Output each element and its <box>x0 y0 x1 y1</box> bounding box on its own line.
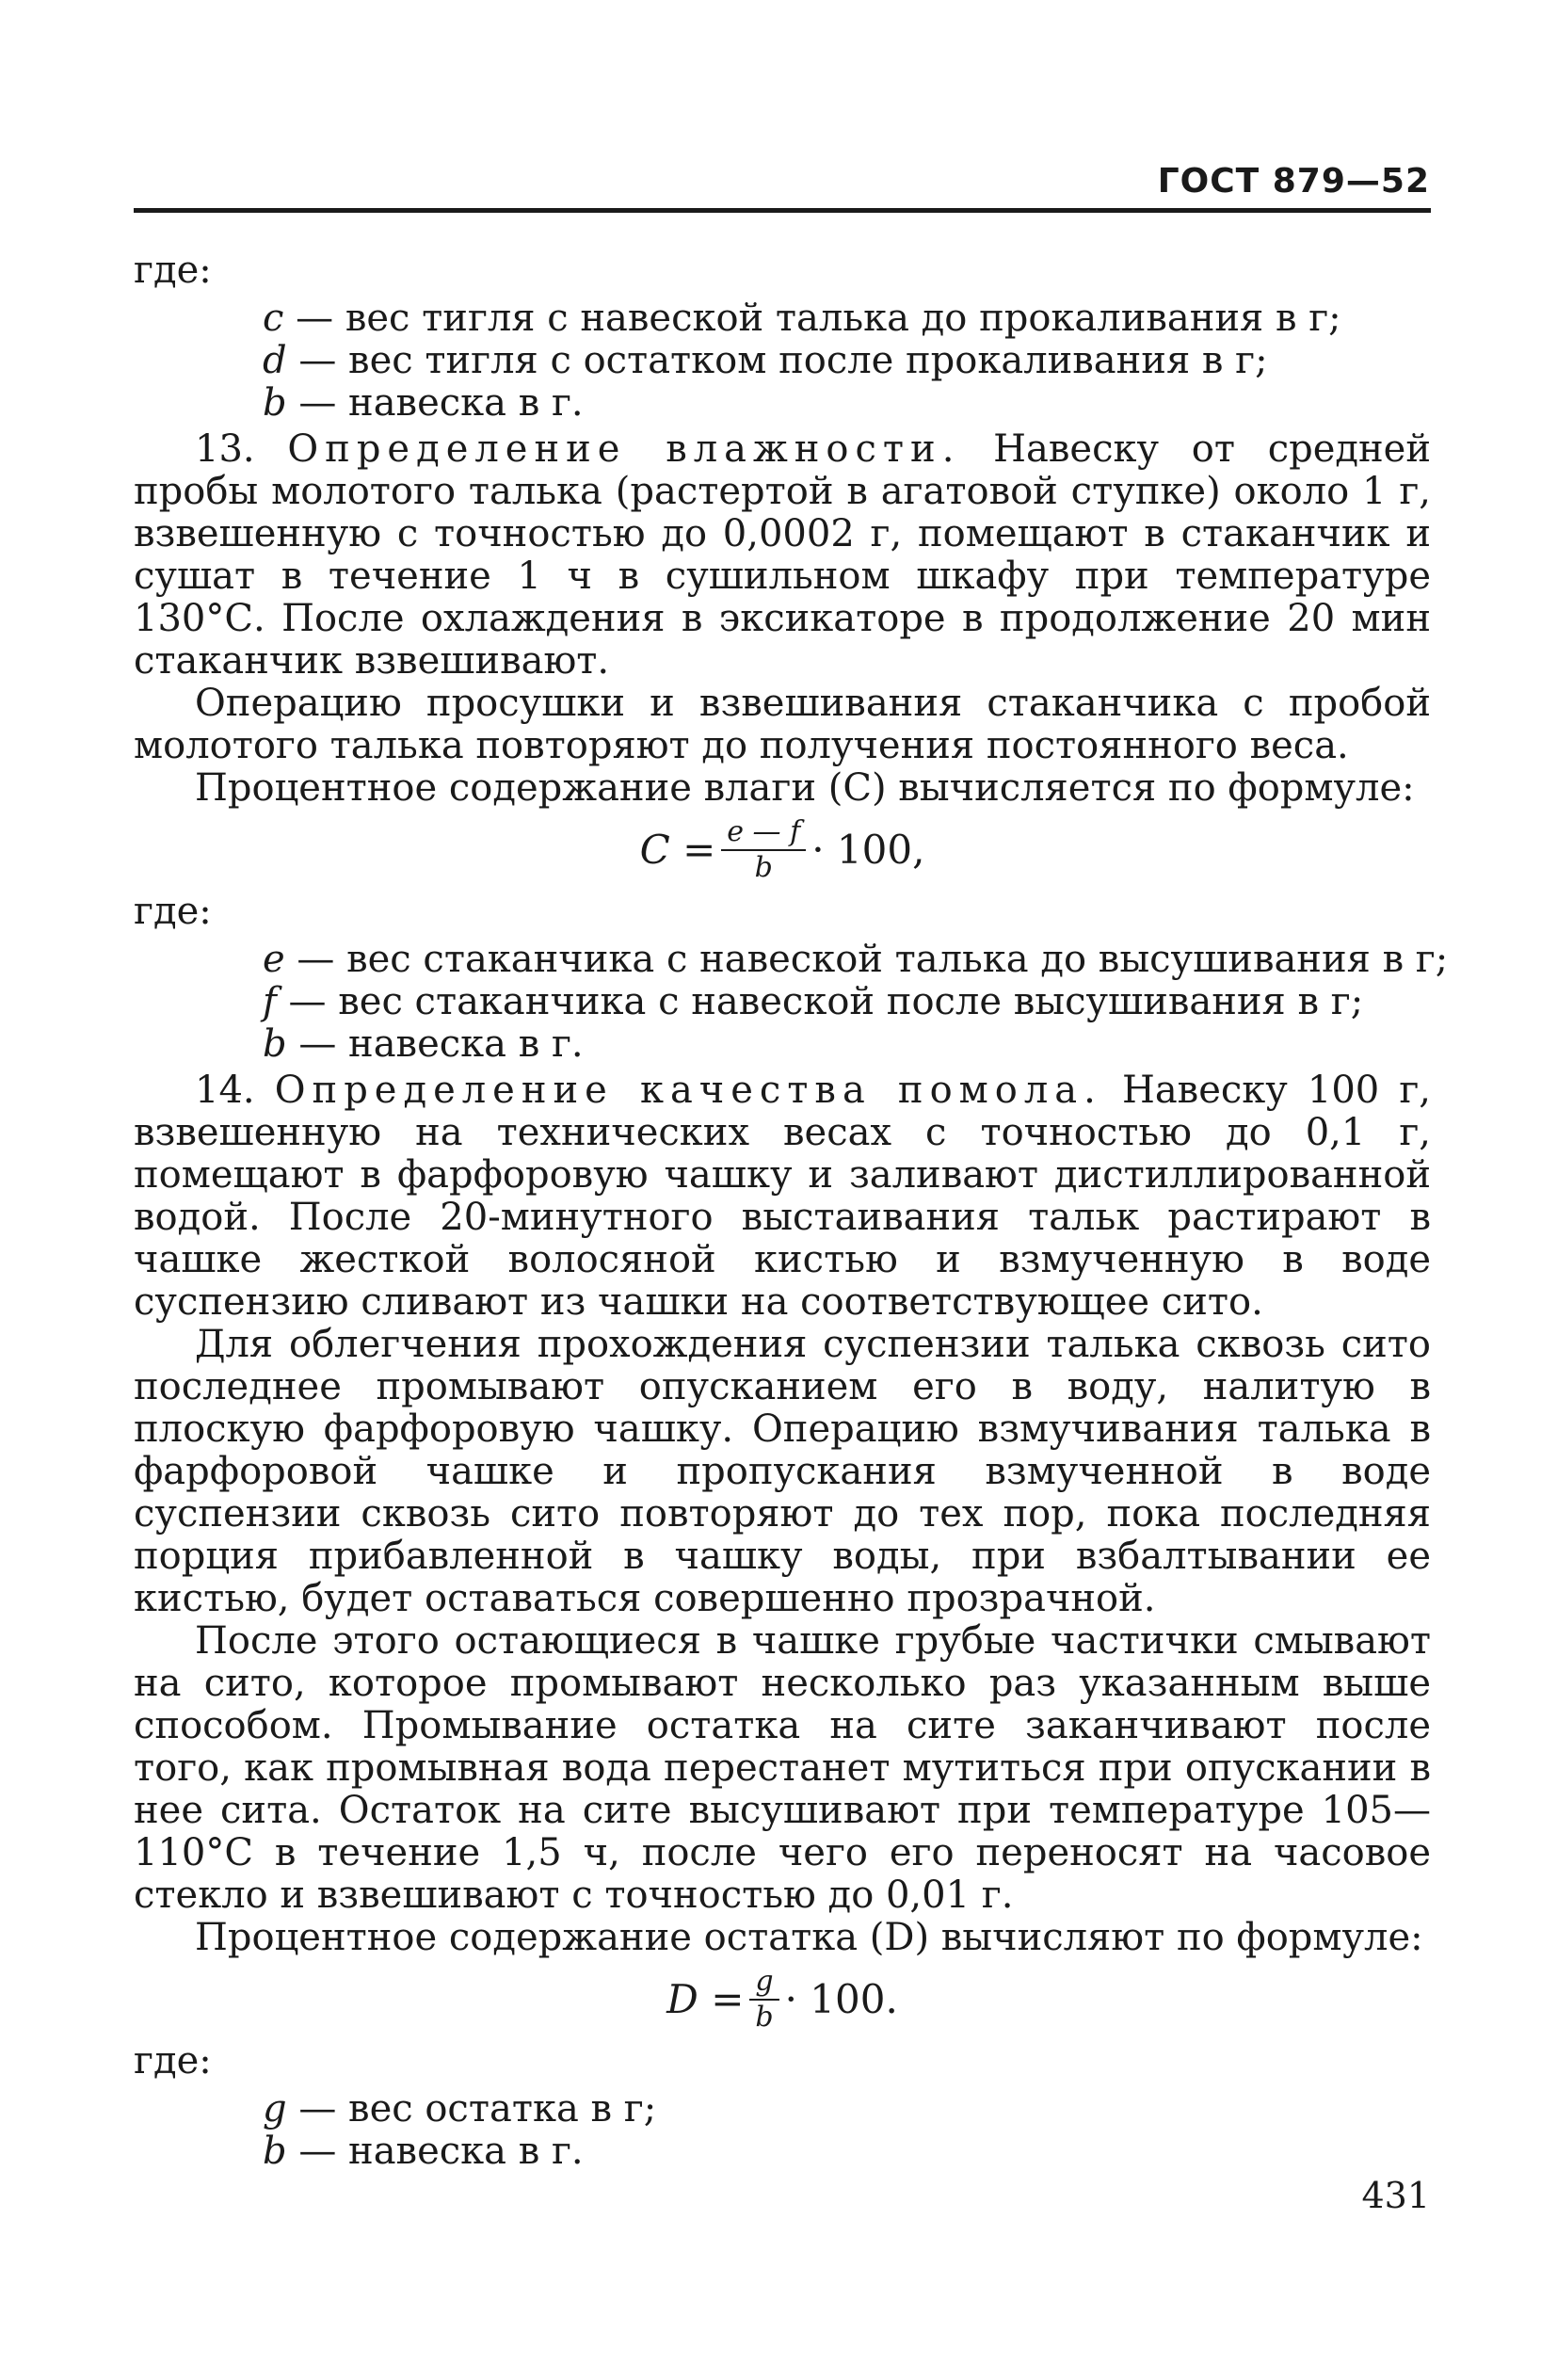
paragraph: После этого остающиеся в чашке грубые частички смывают на сито, которое промывают несколько раз указанным выше способом. Промывание остатка на сите заканчивают после того, как промывная вода перестанет мутиться при опускании в нее сита. Остаток на сите высушивают при температуре 105—110°С в течение 1,5 ч, после чего его переносят на часовое стекло и взвешивают с точностью до 0,01 г. <box>134 1619 1431 1917</box>
paragraph: Операцию просушки и взвешивания стаканчика с пробой молотого талька повторяют до получения постоянного веса. <box>134 682 1431 767</box>
formula-moisture <box>134 817 1431 883</box>
fraction-denominator: b <box>755 2001 774 2034</box>
definition-text: — вес тигля с навеской талька до прокаливания в г; <box>296 297 1341 340</box>
formula-rhs: · 100. <box>784 1976 898 2022</box>
fraction-denominator: b <box>754 851 773 884</box>
definition-text: — вес тигля с остатком после прокаливания в г; <box>298 339 1268 382</box>
definition-row <box>263 2131 1431 2173</box>
definition-symbol: d <box>263 339 287 382</box>
definition-row <box>263 2088 1431 2131</box>
where-label: где: <box>134 890 212 933</box>
formula-rhs: · 100, <box>811 827 925 873</box>
document-header-title: ГОСТ 879—52 <box>1157 162 1430 201</box>
section-number: 14. <box>195 1069 255 1112</box>
definition-symbol: b <box>263 1022 287 1066</box>
fraction-numerator: e — f <box>721 817 806 851</box>
section-number: 13. <box>195 427 255 471</box>
definition-symbol: f <box>263 980 277 1023</box>
definition-row <box>263 340 1431 382</box>
definition-symbol: g <box>263 2087 287 2131</box>
paragraph: Процентное содержание остатка (D) вычисляют по формуле: <box>195 1916 1423 1959</box>
section-13-paragraph <box>134 428 1431 683</box>
header-rule <box>134 208 1431 213</box>
formula-residue <box>134 1967 1431 2033</box>
definition-row <box>263 938 1449 981</box>
section-heading: Определение качества помола. <box>274 1069 1102 1112</box>
definition-text: — вес стаканчика с навеской талька до высушивания в г; <box>297 938 1449 981</box>
definition-symbol: b <box>263 381 287 425</box>
paragraph: Процентное содержание влаги (С) вычисляется по формуле: <box>195 766 1415 810</box>
section-heading: Определение влажности. <box>287 427 961 471</box>
fraction-numerator: g <box>749 1967 778 2001</box>
definition-symbol: c <box>263 297 284 340</box>
document-body <box>134 249 1449 2177</box>
paragraph: Для облегчения прохождения суспензии талька сквозь сито последнее промывают опусканием его в воду, налитую в плоскую фарфоровую чашку. Операцию взмучивания талька в фарфоровой чашке и пропускания взмученной в воде суспензии сквозь сито повторяют до тех пор, пока последняя порция прибавленной в чашку воды, при взбалтывании ее кистью, будет оставаться совершенно прозрачной. <box>134 1323 1431 1620</box>
section-body: Навеску от средней пробы молотого талька (растертой в агатовой ступке) около 1 г, взвешенную с точностью до 0,0002 г, помещают в стаканчик и сушат в течение 1 ч в сушильном шкафу при температуре 130°С. После охлаждения в эксикаторе в продолжение 20 мин стаканчик взвешивают. <box>134 427 1431 683</box>
formula-fraction <box>721 817 806 883</box>
definition-row <box>263 981 1431 1023</box>
definition-list <box>263 2088 1431 2173</box>
formula-lhs: C = <box>639 827 716 873</box>
definition-list <box>263 298 1431 425</box>
definition-symbol: e <box>263 938 285 981</box>
definition-row <box>263 1023 1431 1066</box>
formula-fraction <box>749 1967 778 2033</box>
page-number: 431 <box>1361 2175 1430 2216</box>
definition-row <box>263 382 1431 425</box>
definition-text: — вес стаканчика с навеской после высушивания в г; <box>288 980 1364 1023</box>
definition-text: — вес остатка в г; <box>298 2087 657 2131</box>
definition-text: — навеска в г. <box>298 1022 584 1066</box>
definition-symbol: b <box>263 2130 287 2173</box>
section-14-paragraph <box>134 1069 1431 1324</box>
where-label: где: <box>134 2039 212 2082</box>
definition-text: — навеска в г. <box>298 381 584 425</box>
where-label: где: <box>134 249 212 292</box>
section-body: Навеску 100 г, взвешенную на технических весах с точностью до 0,1 г, помещают в фарфоровую чашку и заливают дистиллированной водой. После 20-минутного выстаивания тальк растирают в чашке жесткой волосяной кистью и взмученную в воде суспензию сливают из чашки на соответствующее сито. <box>134 1069 1432 1324</box>
formula-lhs: D = <box>666 1976 745 2022</box>
definition-row <box>263 298 1431 340</box>
definition-text: — навеска в г. <box>298 2130 584 2173</box>
definition-list <box>263 938 1449 1066</box>
